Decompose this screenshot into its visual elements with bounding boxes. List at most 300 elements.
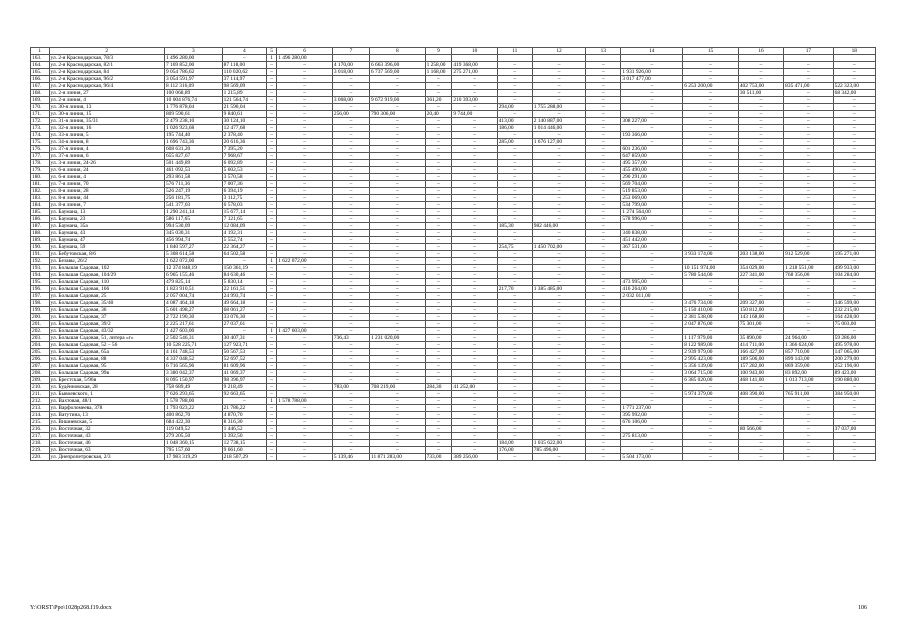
table-cell: – — [784, 412, 833, 419]
table-cell: – — [266, 230, 276, 237]
table-cell: – — [277, 321, 333, 328]
table-row — [31, 111, 876, 118]
table-row — [31, 188, 876, 195]
table-cell: – — [683, 258, 739, 265]
table-cell: ул. Большая Садовая, 25 — [49, 293, 164, 300]
table-cell — [425, 55, 452, 62]
table-cell: – — [266, 286, 276, 293]
table-cell: – — [683, 286, 739, 293]
table-cell: – — [425, 335, 452, 342]
table-cell: 7 395,20 — [222, 146, 266, 153]
table-row — [31, 237, 876, 244]
table-cell: – — [277, 412, 333, 419]
table-cell: – — [425, 237, 452, 244]
table-cell: – — [332, 391, 369, 398]
table-cell: – — [277, 216, 333, 223]
table-cell: – — [425, 279, 452, 286]
table-cell: 207. — [31, 363, 50, 370]
table-cell: 17 983 319,29 — [164, 454, 222, 461]
table-cell: 541 377,03 — [164, 202, 222, 209]
table-cell: 178. — [31, 160, 50, 167]
table-cell: – — [266, 307, 276, 314]
table-cell: 2 381 538,00 — [683, 314, 739, 321]
table-cell: – — [277, 349, 333, 356]
table-cell: – — [532, 363, 586, 370]
table-cell: 384 950,00 — [833, 391, 875, 398]
table-cell: – — [784, 244, 833, 251]
table-cell: – — [425, 139, 452, 146]
table-cell: – — [266, 237, 276, 244]
table-cell: 6 092,89 — [222, 160, 266, 167]
column-number: 4 — [222, 48, 266, 55]
table-cell: – — [277, 132, 333, 139]
table-cell: – — [277, 426, 333, 433]
table-cell: 100 943,00 — [738, 370, 783, 377]
table-cell: – — [332, 146, 369, 153]
table-cell: – — [332, 447, 369, 454]
table-cell: – — [497, 377, 532, 384]
table-cell: 768 356,00 — [784, 272, 833, 279]
table-cell: – — [332, 139, 369, 146]
table-cell: – — [683, 447, 739, 454]
table-cell: 68 342,00 — [833, 90, 875, 97]
table-row — [31, 356, 876, 363]
table-cell: – — [738, 69, 783, 76]
table-cell: – — [738, 230, 783, 237]
table-cell: – — [369, 244, 425, 251]
table-cell: – — [332, 223, 369, 230]
table-cell: – — [784, 181, 833, 188]
table-cell: – — [425, 90, 452, 97]
table-cell: – — [277, 167, 333, 174]
table-cell: – — [586, 447, 621, 454]
table-cell: – — [369, 202, 425, 209]
table-cell: – — [738, 237, 783, 244]
table-cell: – — [497, 76, 532, 83]
table-cell: – — [425, 265, 452, 272]
table-cell: 208. — [31, 370, 50, 377]
table-cell: ул. 2-я Краснодарская, 82/1 — [49, 62, 164, 69]
table-cell: – — [266, 272, 276, 279]
table-row — [31, 391, 876, 398]
table-row — [31, 125, 876, 132]
table-cell: 15 677,14 — [222, 209, 266, 216]
table-cell: 6 385 020,00 — [683, 377, 739, 384]
table-cell: 1 696 743,36 — [164, 139, 222, 146]
table-cell: 676 106,00 — [621, 419, 683, 426]
table-cell: – — [532, 174, 586, 181]
table-cell: – — [425, 160, 452, 167]
table-cell: – — [833, 62, 875, 69]
table-cell: 3 064 715,00 — [683, 370, 739, 377]
table-cell: – — [452, 132, 497, 139]
table-cell: 3 017 477,00 — [621, 76, 683, 83]
table-cell: – — [266, 104, 276, 111]
table-cell: – — [738, 279, 783, 286]
table-cell: – — [621, 223, 683, 230]
table-cell: – — [332, 433, 369, 440]
table-cell: ул. Баумана, 35а — [49, 223, 164, 230]
table-cell: – — [277, 69, 333, 76]
table-cell: – — [266, 139, 276, 146]
table-cell: 308 227,00 — [621, 118, 683, 125]
table-cell: – — [277, 300, 333, 307]
table-cell: – — [497, 328, 532, 335]
table-cell: – — [621, 426, 683, 433]
table-cell: – — [425, 321, 452, 328]
table-cell: 601 236,00 — [621, 146, 683, 153]
table-cell: 191. — [31, 251, 50, 258]
table-cell: – — [266, 321, 276, 328]
table-cell: – — [621, 251, 683, 258]
table-cell: 3 018,00 — [332, 69, 369, 76]
table-cell: – — [586, 195, 621, 202]
table-cell: 213. — [31, 405, 50, 412]
table-cell: – — [452, 174, 497, 181]
table-cell: – — [497, 265, 532, 272]
table-cell: – — [497, 272, 532, 279]
table-cell: 6 663 396,00 — [369, 62, 425, 69]
table-cell: – — [683, 398, 739, 405]
table-cell: – — [497, 384, 532, 391]
table-cell: – — [586, 433, 621, 440]
table-cell: – — [425, 286, 452, 293]
table-cell: – — [586, 265, 621, 272]
table-cell: – — [369, 272, 425, 279]
table-cell: 473 995,00 — [621, 279, 683, 286]
table-cell: – — [425, 300, 452, 307]
table-row — [31, 160, 876, 167]
table-cell: – — [332, 188, 369, 195]
table-cell: – — [266, 349, 276, 356]
table-cell: – — [497, 419, 532, 426]
table-row — [31, 139, 876, 146]
table-cell: 578 996,00 — [621, 216, 683, 223]
table-cell: – — [586, 328, 621, 335]
table-cell: 1 168,00 — [425, 69, 452, 76]
table-cell: 49 664,18 — [222, 300, 266, 307]
table-cell: – — [452, 398, 497, 405]
table-cell: 212. — [31, 398, 50, 405]
table-cell: – — [738, 293, 783, 300]
table-cell: – — [532, 160, 586, 167]
table-cell: – — [425, 391, 452, 398]
table-cell: 10 004 876,74 — [164, 97, 222, 104]
table-cell: – — [452, 139, 497, 146]
table-cell: – — [277, 97, 333, 104]
table-cell: ул. Большая Садовая, 95 — [49, 363, 164, 370]
table-cell: 218 507,29 — [222, 454, 266, 461]
table-cell: – — [425, 356, 452, 363]
table-cell: – — [266, 335, 276, 342]
table-cell: – — [586, 139, 621, 146]
table-cell: – — [683, 293, 739, 300]
table-row — [31, 328, 876, 335]
table-cell: – — [784, 174, 833, 181]
table-cell: 11 871 283,00 — [369, 454, 425, 461]
table-cell: – — [738, 454, 783, 461]
table-cell: – — [784, 209, 833, 216]
table-cell: – — [497, 237, 532, 244]
table-cell — [332, 55, 369, 62]
table-cell: – — [277, 209, 333, 216]
table-cell: 8 316,30 — [222, 419, 266, 426]
table-cell: 1 776 878,04 — [164, 104, 222, 111]
table-cell: – — [277, 454, 333, 461]
table-cell: 98 569,09 — [222, 83, 266, 90]
table-cell: – — [452, 202, 497, 209]
table-cell: – — [332, 76, 369, 83]
table-cell: – — [277, 223, 333, 230]
table-cell: – — [738, 160, 783, 167]
table-cell: – — [425, 83, 452, 90]
table-cell: – — [452, 76, 497, 83]
table-cell: – — [277, 160, 333, 167]
table-cell: – — [621, 139, 683, 146]
table-cell: 499 933,00 — [833, 265, 875, 272]
table-cell: 195. — [31, 279, 50, 286]
table-cell: – — [532, 69, 586, 76]
table-cell: – — [586, 293, 621, 300]
table-cell: – — [784, 118, 833, 125]
table-cell: – — [497, 132, 532, 139]
table-cell: 835 471,00 — [784, 83, 833, 90]
table-cell: 12 084,09 — [222, 223, 266, 230]
table-cell: – — [266, 188, 276, 195]
table-cell: – — [332, 377, 369, 384]
table-cell: 179. — [31, 167, 50, 174]
table-cell: – — [738, 419, 783, 426]
table-cell: – — [621, 440, 683, 447]
table-row — [31, 426, 876, 433]
table-cell: – — [425, 258, 452, 265]
table-cell: ул. 8-я линия, 28 — [49, 188, 164, 195]
table-cell: 20,40 — [425, 111, 452, 118]
table-cell: – — [369, 293, 425, 300]
table-cell: 284,30 — [425, 384, 452, 391]
table-cell: ул. Восточная, 32 — [49, 426, 164, 433]
table-row — [31, 447, 876, 454]
table-cell: 1 823 910,51 — [164, 286, 222, 293]
table-row — [31, 167, 876, 174]
table-cell: – — [738, 209, 783, 216]
table-cell: 4 870,70 — [222, 412, 266, 419]
column-number: 3 — [164, 48, 222, 55]
table-cell: 8 122 989,00 — [683, 342, 739, 349]
table-cell: – — [532, 419, 586, 426]
table-cell: 119 049,52 — [164, 426, 222, 433]
table-cell: – — [369, 314, 425, 321]
table-cell: – — [738, 139, 783, 146]
table-cell: 218. — [31, 440, 50, 447]
table-cell: – — [425, 251, 452, 258]
table-cell: 199. — [31, 307, 50, 314]
table-cell: – — [586, 398, 621, 405]
table-cell: 37 037,00 — [833, 426, 875, 433]
table-cell: – — [738, 195, 783, 202]
table-cell: 189. — [31, 237, 50, 244]
table-cell: ул. Безавы, 26/2 — [49, 258, 164, 265]
table-cell: – — [425, 412, 452, 419]
table-cell: – — [586, 391, 621, 398]
table-cell: – — [833, 419, 875, 426]
table-cell: 3 933 174,00 — [683, 251, 739, 258]
table-cell: – — [532, 349, 586, 356]
table-cell: – — [277, 174, 333, 181]
table-cell: 899 143,00 — [784, 356, 833, 363]
table-cell: 869 359,00 — [784, 363, 833, 370]
table-cell — [738, 55, 783, 62]
table-cell: – — [425, 209, 452, 216]
table-cell: – — [452, 363, 497, 370]
table-cell: – — [369, 426, 425, 433]
table-row — [31, 181, 876, 188]
table-cell: – — [784, 237, 833, 244]
table-cell: – — [332, 398, 369, 405]
table-cell: – — [784, 307, 833, 314]
table-cell: – — [266, 279, 276, 286]
table-cell: 1 117 979,00 — [683, 335, 739, 342]
table-cell: 2 057 004,74 — [164, 293, 222, 300]
column-number: 5 — [266, 48, 276, 55]
table-cell: 211. — [31, 391, 50, 398]
table-cell: – — [621, 62, 683, 69]
table-cell: – — [833, 230, 875, 237]
table-row — [31, 433, 876, 440]
table-cell: ул. Баумана, 43 — [49, 230, 164, 237]
table-cell: – — [369, 118, 425, 125]
table-cell: – — [369, 405, 425, 412]
table-cell: – — [425, 188, 452, 195]
table-cell: – — [452, 321, 497, 328]
table-cell: 5 602,53 — [222, 167, 266, 174]
table-cell: – — [683, 209, 739, 216]
table-cell: – — [784, 223, 833, 230]
table-cell: 4 337 048,52 — [164, 356, 222, 363]
table-cell: – — [332, 426, 369, 433]
table-cell: – — [266, 90, 276, 97]
table-cell: – — [332, 300, 369, 307]
table-cell: 227 341,00 — [738, 272, 783, 279]
table-cell: – — [277, 118, 333, 125]
table-cell: – — [586, 314, 621, 321]
table-cell: – — [586, 363, 621, 370]
table-cell: – — [497, 454, 532, 461]
table-cell: 790 306,00 — [369, 111, 425, 118]
table-cell: – — [277, 125, 333, 132]
table-cell: – — [683, 433, 739, 440]
table-cell: – — [425, 314, 452, 321]
register-page — [30, 47, 876, 461]
table-cell: 252 196,00 — [833, 363, 875, 370]
table-cell: ул. Большая Садовая, 110 — [49, 279, 164, 286]
table-cell: 1 676 127,00 — [532, 139, 586, 146]
table-cell: 5 780 544,00 — [683, 272, 739, 279]
table-cell: 1 231 020,00 — [369, 335, 425, 342]
table-cell: – — [497, 69, 532, 76]
table-cell: ул. 2-я линия, 27 — [49, 90, 164, 97]
table-cell: ул. 7-я линия, 70 — [49, 181, 164, 188]
table-cell: – — [738, 76, 783, 83]
table-cell: 203. — [31, 335, 50, 342]
table-cell: 83 892,00 — [784, 370, 833, 377]
table-cell: 408 390,00 — [738, 391, 783, 398]
table-cell: – — [222, 55, 266, 62]
table-cell: 1 274 564,00 — [621, 209, 683, 216]
table-cell — [452, 55, 497, 62]
table-cell: – — [266, 118, 276, 125]
table-cell: – — [332, 363, 369, 370]
table-cell: – — [497, 356, 532, 363]
table-cell: 6 394,19 — [222, 188, 266, 195]
table-cell: – — [586, 349, 621, 356]
table-cell: – — [532, 146, 586, 153]
table-row — [31, 412, 876, 419]
table-row — [31, 132, 876, 139]
table-cell: – — [784, 216, 833, 223]
table-cell: 41 069,37 — [222, 370, 266, 377]
table-cell: 402 753,00 — [738, 83, 783, 90]
table-cell: – — [452, 328, 497, 335]
table-cell: – — [738, 412, 783, 419]
table-cell: – — [277, 440, 333, 447]
table-cell: – — [369, 146, 425, 153]
table-cell: – — [266, 62, 276, 69]
table-cell: 217,70 — [497, 286, 532, 293]
table-cell: – — [784, 104, 833, 111]
table-cell: – — [784, 153, 833, 160]
table-cell: – — [369, 153, 425, 160]
table-cell: – — [833, 181, 875, 188]
table-cell: 147 065,00 — [833, 349, 875, 356]
table-cell: – — [586, 83, 621, 90]
table-cell: – — [277, 181, 333, 188]
table-cell: – — [332, 251, 369, 258]
table-cell: 253 069,00 — [621, 195, 683, 202]
table-cell: – — [369, 342, 425, 349]
table-cell: 196. — [31, 286, 50, 293]
table-cell: – — [277, 230, 333, 237]
table-cell: – — [683, 111, 739, 118]
table-cell: – — [497, 181, 532, 188]
table-cell: – — [683, 384, 739, 391]
table-cell: 181. — [31, 181, 50, 188]
table-cell: ул. Большая Садовая, 35/40 — [49, 300, 164, 307]
table-cell: – — [277, 90, 333, 97]
table-cell: 197. — [31, 293, 50, 300]
table-cell: – — [497, 251, 532, 258]
table-cell: – — [621, 97, 683, 104]
table-cell: – — [532, 167, 586, 174]
table-cell: – — [683, 454, 739, 461]
table-row — [31, 216, 876, 223]
table-cell: – — [833, 69, 875, 76]
table-cell: – — [683, 153, 739, 160]
table-cell: – — [532, 216, 586, 223]
table-cell: – — [586, 230, 621, 237]
table-cell: – — [452, 426, 497, 433]
table-cell: 200. — [31, 314, 50, 321]
table-cell: – — [738, 398, 783, 405]
table-cell: ул. Баумана, 47 — [49, 237, 164, 244]
column-number: 15 — [683, 48, 739, 55]
table-cell: – — [833, 440, 875, 447]
table-cell: – — [621, 104, 683, 111]
table-cell: 346 599,00 — [833, 300, 875, 307]
table-cell: 9 672 919,00 — [369, 97, 425, 104]
table-cell: 4 087 464,18 — [164, 300, 222, 307]
table-cell — [586, 55, 621, 62]
